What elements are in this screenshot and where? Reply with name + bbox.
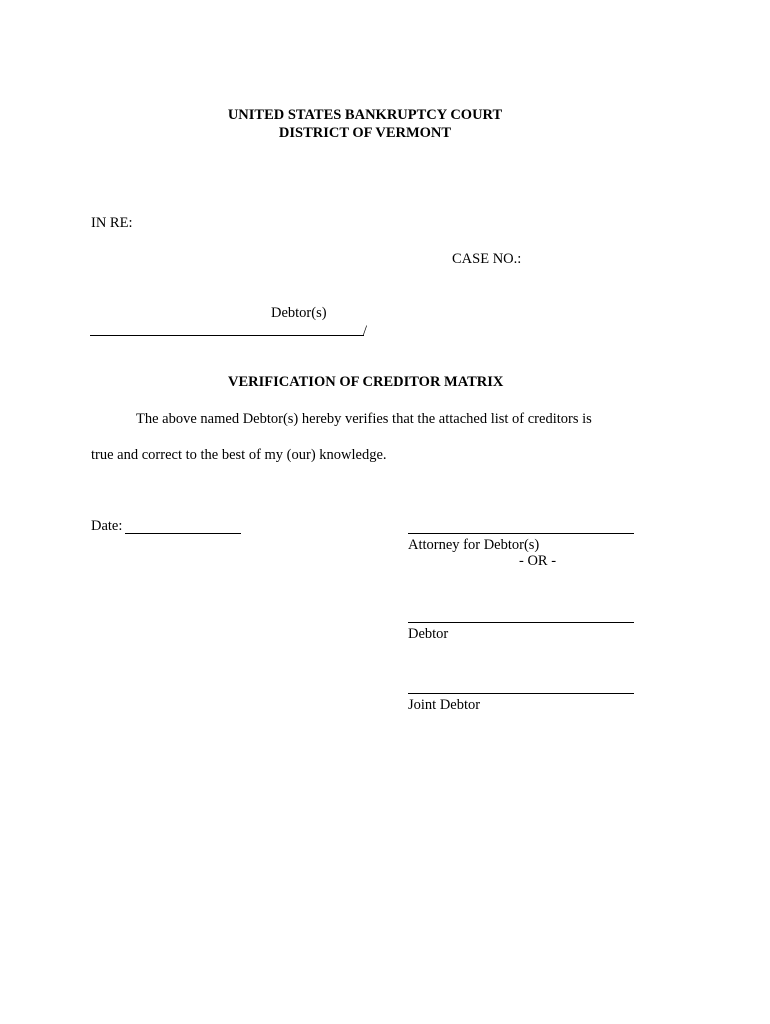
verification-paragraph-line2: true and correct to the best of my (our) knowledge. [91, 447, 387, 463]
date-field-line[interactable] [125, 533, 241, 534]
caption-underline [90, 335, 364, 336]
verification-paragraph-line1: The above named Debtor(s) hereby verifies that the attached list of creditors is [136, 411, 592, 427]
caption-slash: / [363, 323, 368, 339]
debtor-signature-label: Debtor [408, 626, 449, 642]
court-district: DISTRICT OF VERMONT [278, 125, 452, 141]
date-label: Date: [91, 518, 123, 534]
joint-debtor-signature-line[interactable] [408, 693, 634, 694]
debtor-signature-line[interactable] [408, 622, 634, 623]
or-separator: - OR - [519, 553, 557, 569]
in-re-label: IN RE: [91, 215, 133, 231]
court-header [0, 106, 730, 142]
case-number-label: CASE NO.: [452, 251, 522, 267]
document-title: VERIFICATION OF CREDITOR MATRIX [228, 374, 504, 390]
debtors-label: Debtor(s) [271, 305, 327, 321]
court-name: UNITED STATES BANKRUPTCY COURT [227, 107, 503, 123]
joint-debtor-signature-label: Joint Debtor [408, 697, 481, 713]
attorney-signature-line[interactable] [408, 533, 634, 534]
attorney-signature-label: Attorney for Debtor(s) [408, 537, 540, 553]
